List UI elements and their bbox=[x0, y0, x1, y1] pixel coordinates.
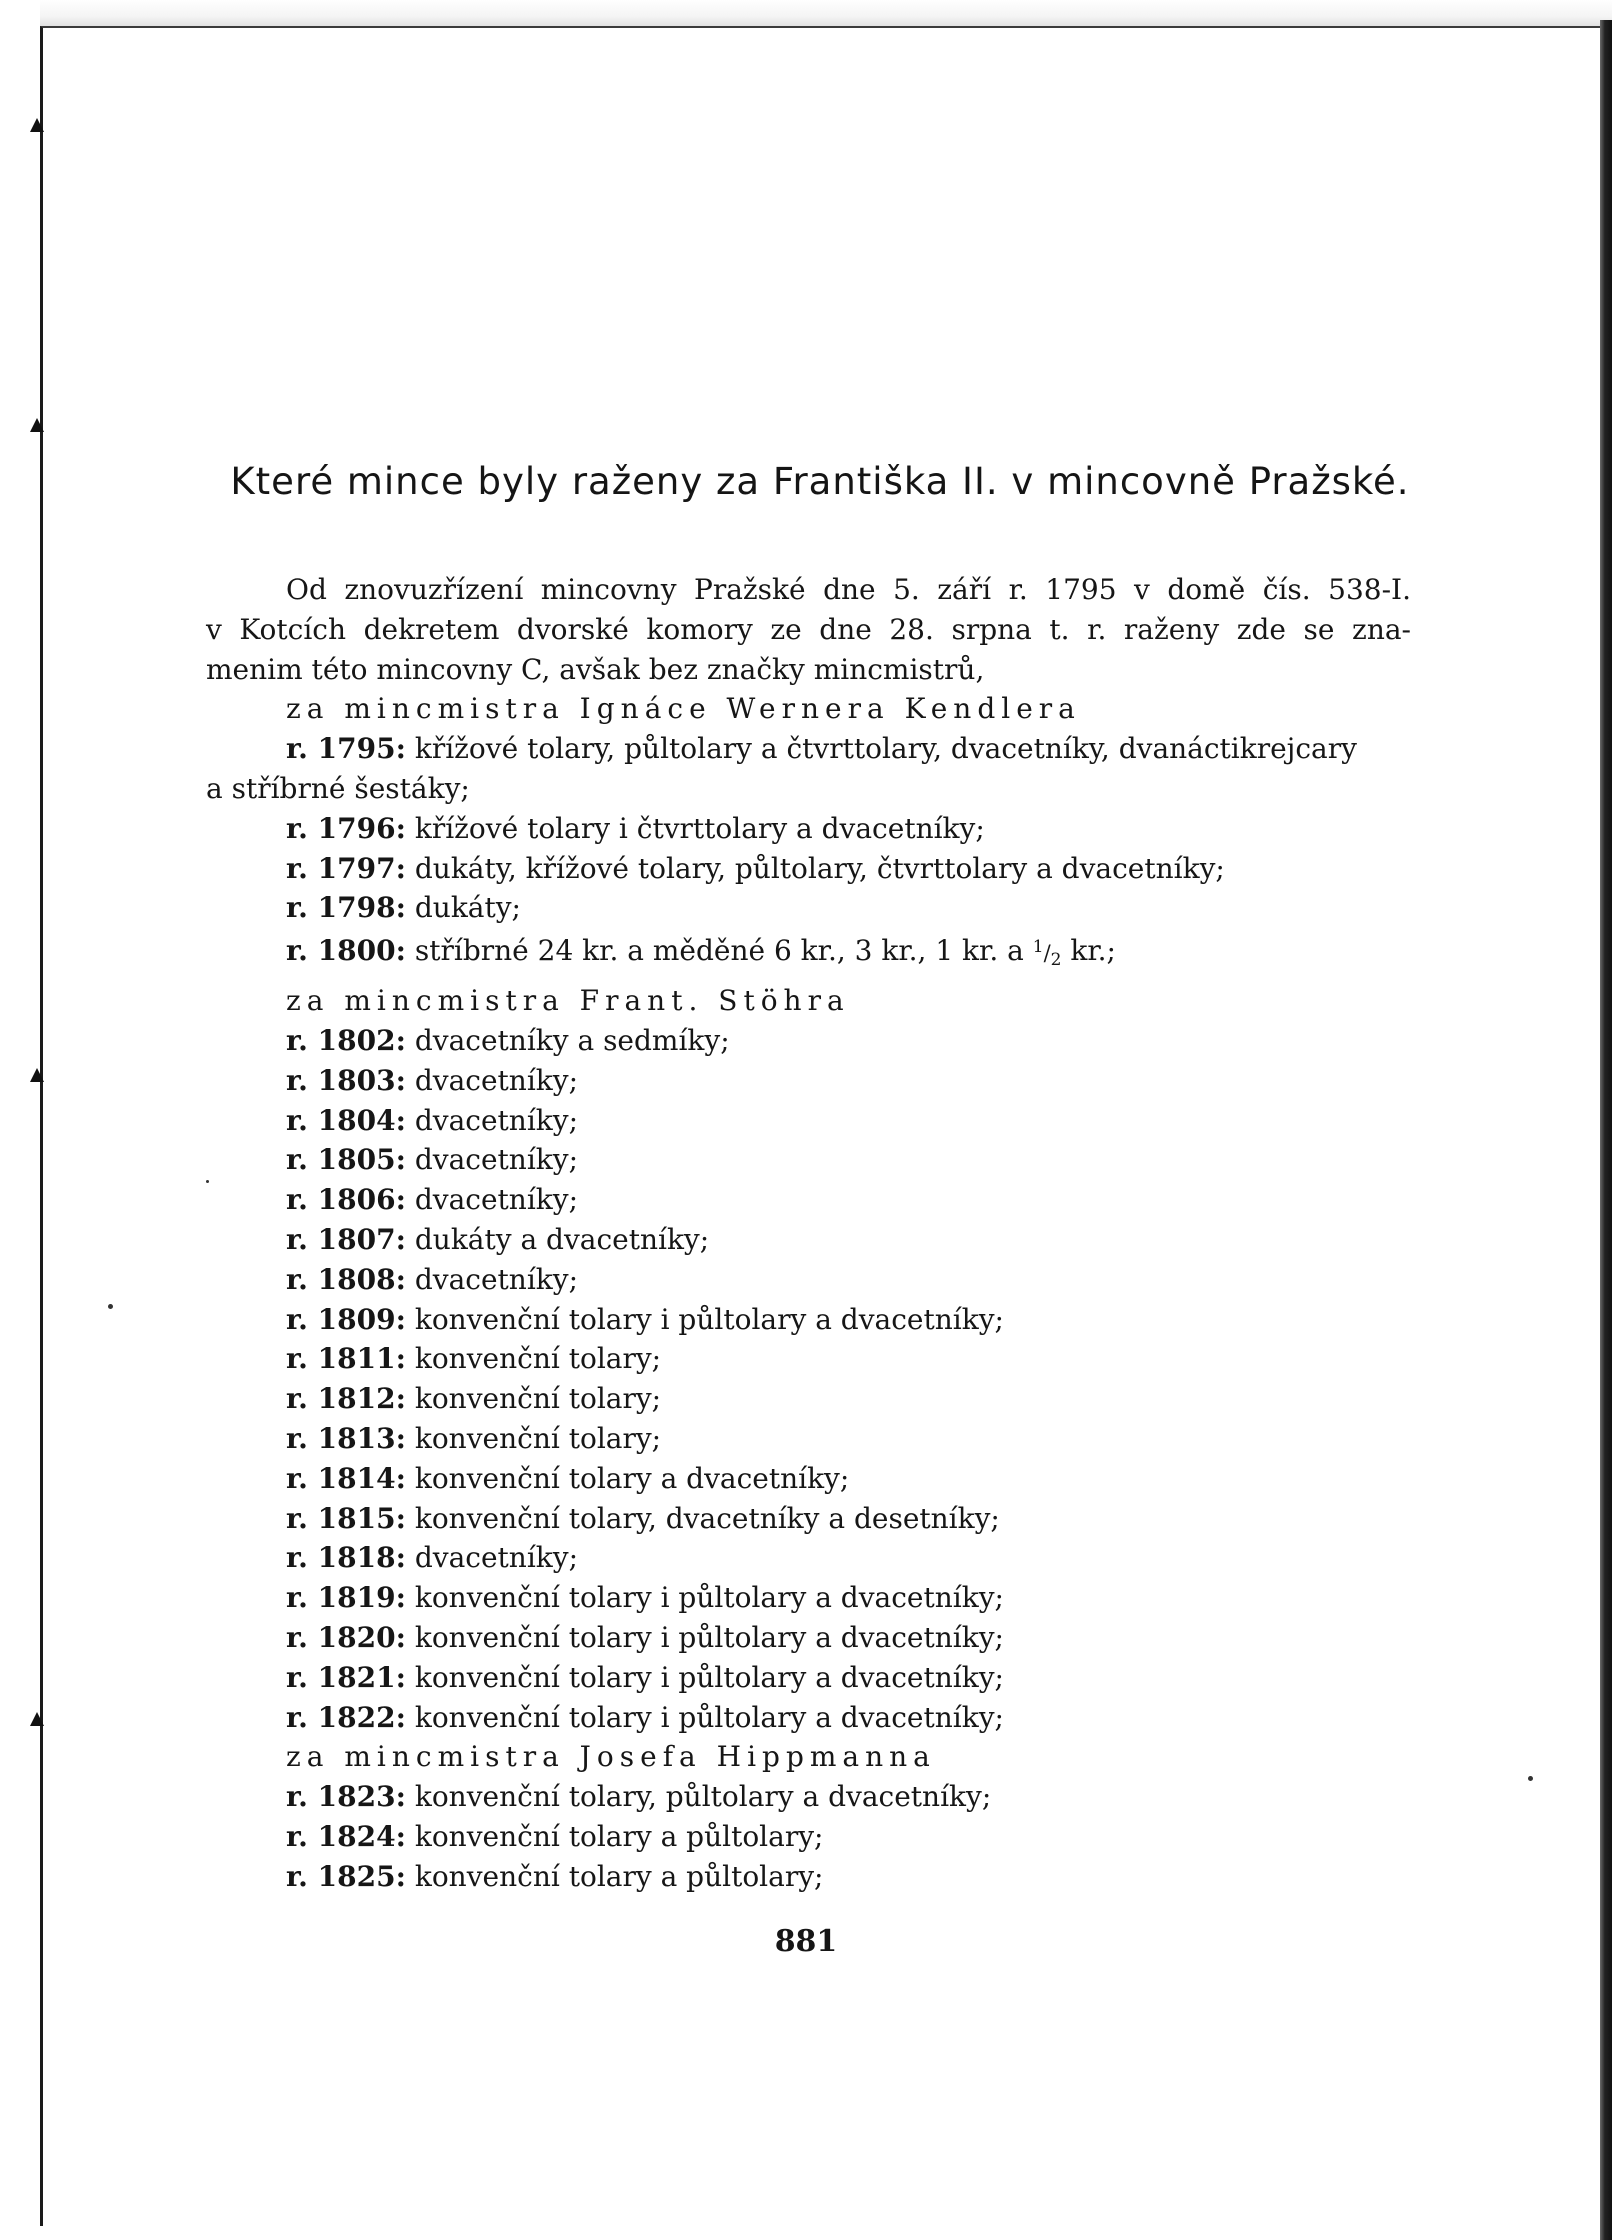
entry-line bbox=[206, 809, 1411, 849]
mintmaster-heading: za mincmistra Josefa Hippmanna bbox=[286, 1740, 936, 1774]
entry-year: r. 1809: bbox=[286, 1302, 406, 1336]
entry-year: r. 1820: bbox=[286, 1620, 406, 1654]
entry-line bbox=[206, 1419, 1411, 1459]
entry-text: konvenční tolary a půltolary; bbox=[414, 1819, 824, 1853]
entry-year: r. 1805: bbox=[286, 1143, 406, 1177]
entry-year: r. 1814: bbox=[286, 1461, 406, 1495]
entry-line bbox=[206, 1379, 1411, 1419]
entry-year: r. 1795: bbox=[286, 732, 406, 766]
intro-line: Od znovuzřízení mincovny Pražské dne 5. září r. 1795 v domě čís. 538-I. bbox=[286, 573, 1411, 606]
entry-year: r. 1818: bbox=[286, 1541, 406, 1575]
entry-year: r. 1813: bbox=[286, 1421, 406, 1455]
intro-line: menim této mincovny C, avšak bez značky mincmistrů, bbox=[206, 652, 985, 686]
entry-line bbox=[206, 1698, 1411, 1738]
entry-text: dvacetníky; bbox=[414, 1103, 579, 1137]
entry-line bbox=[206, 1578, 1411, 1618]
scan-right-edge bbox=[1600, 20, 1612, 2240]
entry-line bbox=[206, 1140, 1411, 1180]
entry-year: r. 1800: bbox=[286, 934, 406, 968]
entry-text: a stříbrné šestáky; bbox=[206, 771, 470, 805]
entry-text: konvenční tolary i půltolary a dvacetníky; bbox=[414, 1660, 1004, 1694]
entry-text: křížové tolary i čtvrttolary a dvacetníky; bbox=[414, 811, 985, 845]
entry-line bbox=[206, 1538, 1411, 1578]
entry-year: r. 1808: bbox=[286, 1262, 406, 1296]
entry-year: r. 1802: bbox=[286, 1023, 406, 1057]
entry-line-1800 bbox=[206, 928, 1411, 981]
entry-text: křížové tolary, půltolary a čtvrttolary, dvacetníky, dvanáctikrejcary bbox=[414, 732, 1357, 766]
intro-line: v Kotcích dekretem dvorské komory ze dne 28. srpna t. r. raženy zde se zna- bbox=[206, 612, 1411, 646]
entry-text: dvacetníky; bbox=[414, 1183, 579, 1217]
entry-line bbox=[206, 1618, 1411, 1658]
entry-text: dvacetníky; bbox=[414, 1063, 579, 1097]
entry-line bbox=[206, 729, 1411, 769]
entry-group bbox=[206, 1777, 1411, 1896]
entry-line bbox=[206, 1499, 1411, 1539]
scan-speck bbox=[1528, 1776, 1533, 1781]
entry-year: r. 1804: bbox=[286, 1103, 406, 1137]
entry-text: dukáty; bbox=[414, 891, 521, 925]
entry-year: r. 1798: bbox=[286, 891, 406, 925]
entry-text: dvacetníky; bbox=[414, 1262, 579, 1296]
entry-text: kr.; bbox=[1070, 934, 1116, 968]
entry-text: konvenční tolary i půltolary a dvacetníky; bbox=[414, 1581, 1004, 1615]
entry-text: konvenční tolary, půltolary a dvacetníky; bbox=[414, 1780, 992, 1814]
entry-year: r. 1797: bbox=[286, 851, 406, 885]
entry-year: r. 1824: bbox=[286, 1819, 406, 1853]
entry-line bbox=[206, 1658, 1411, 1698]
entry-text: dukáty a dvacetníky; bbox=[414, 1222, 710, 1256]
entry-text: dvacetníky; bbox=[414, 1143, 579, 1177]
entry-line bbox=[206, 1459, 1411, 1499]
entry-line bbox=[206, 1220, 1411, 1260]
entry-year: r. 1812: bbox=[286, 1382, 406, 1416]
body-text bbox=[206, 570, 1411, 1896]
entry-year: r. 1825: bbox=[286, 1859, 406, 1893]
entry-text: konvenční tolary a půltolary; bbox=[414, 1859, 824, 1893]
entry-year: r. 1815: bbox=[286, 1501, 406, 1535]
entry-text: konvenční tolary; bbox=[414, 1382, 662, 1416]
entry-line bbox=[206, 849, 1411, 889]
entry-line bbox=[206, 1857, 1411, 1897]
entry-year: r. 1803: bbox=[286, 1063, 406, 1097]
entry-text: stříbrné 24 kr. a měděné 6 kr., 3 kr., 1 kr. a bbox=[414, 934, 1024, 968]
entry-year: r. 1807: bbox=[286, 1222, 406, 1256]
entry-line bbox=[206, 1021, 1411, 1061]
page-number: 881 bbox=[774, 1924, 838, 1959]
fraction-denominator: 2 bbox=[1050, 950, 1062, 971]
entry-line bbox=[206, 1101, 1411, 1141]
entry-text: dvacetníky; bbox=[414, 1541, 579, 1575]
entry-line bbox=[206, 1817, 1411, 1857]
scan-top-shadow bbox=[40, 0, 1612, 28]
mintmaster-heading: za mincmistra Ignáce Wernera Kendlera bbox=[286, 692, 1081, 726]
entry-line bbox=[206, 1300, 1411, 1340]
entry-text: dvacetníky a sedmíky; bbox=[414, 1023, 730, 1057]
entry-line bbox=[206, 1777, 1411, 1817]
fraction-numerator: 1 bbox=[1032, 937, 1044, 958]
entry-line bbox=[206, 888, 1411, 928]
entry-year: r. 1819: bbox=[286, 1581, 406, 1615]
entry-year: r. 1806: bbox=[286, 1183, 406, 1217]
entry-group bbox=[206, 729, 1411, 928]
scan-speck bbox=[108, 1304, 113, 1309]
page-title: Které mince byly raženy za Františka II. v mincovně Pražské. bbox=[230, 460, 1410, 503]
entry-text: konvenční tolary i půltolary a dvacetníky; bbox=[414, 1700, 1004, 1734]
entry-year: r. 1823: bbox=[286, 1780, 406, 1814]
entry-text: konvenční tolary, dvacetníky a desetníky; bbox=[414, 1501, 1000, 1535]
entry-text: dukáty, křížové tolary, půltolary, čtvrttolary a dvacetníky; bbox=[414, 851, 1225, 885]
entry-line bbox=[206, 1339, 1411, 1379]
entry-year: r. 1821: bbox=[286, 1660, 406, 1694]
fraction-half: $^1/_2$ bbox=[1032, 937, 1062, 971]
entry-year: r. 1811: bbox=[286, 1342, 406, 1376]
entry-text: konvenční tolary i půltolary a dvacetníky; bbox=[414, 1620, 1004, 1654]
entry-line bbox=[206, 1180, 1411, 1220]
entry-line bbox=[206, 1260, 1411, 1300]
entry-text: konvenční tolary; bbox=[414, 1421, 662, 1455]
entry-line bbox=[206, 1061, 1411, 1101]
entry-year: r. 1822: bbox=[286, 1700, 406, 1734]
entry-year: r. 1796: bbox=[286, 811, 406, 845]
entry-line bbox=[206, 769, 1411, 809]
entry-group bbox=[206, 1021, 1411, 1737]
entry-text: konvenční tolary; bbox=[414, 1342, 662, 1376]
entry-text: konvenční tolary i půltolary a dvacetníky; bbox=[414, 1302, 1004, 1336]
entry-text: konvenční tolary a dvacetníky; bbox=[414, 1461, 850, 1495]
mintmaster-heading: za mincmistra Frant. Stöhra bbox=[286, 984, 850, 1018]
